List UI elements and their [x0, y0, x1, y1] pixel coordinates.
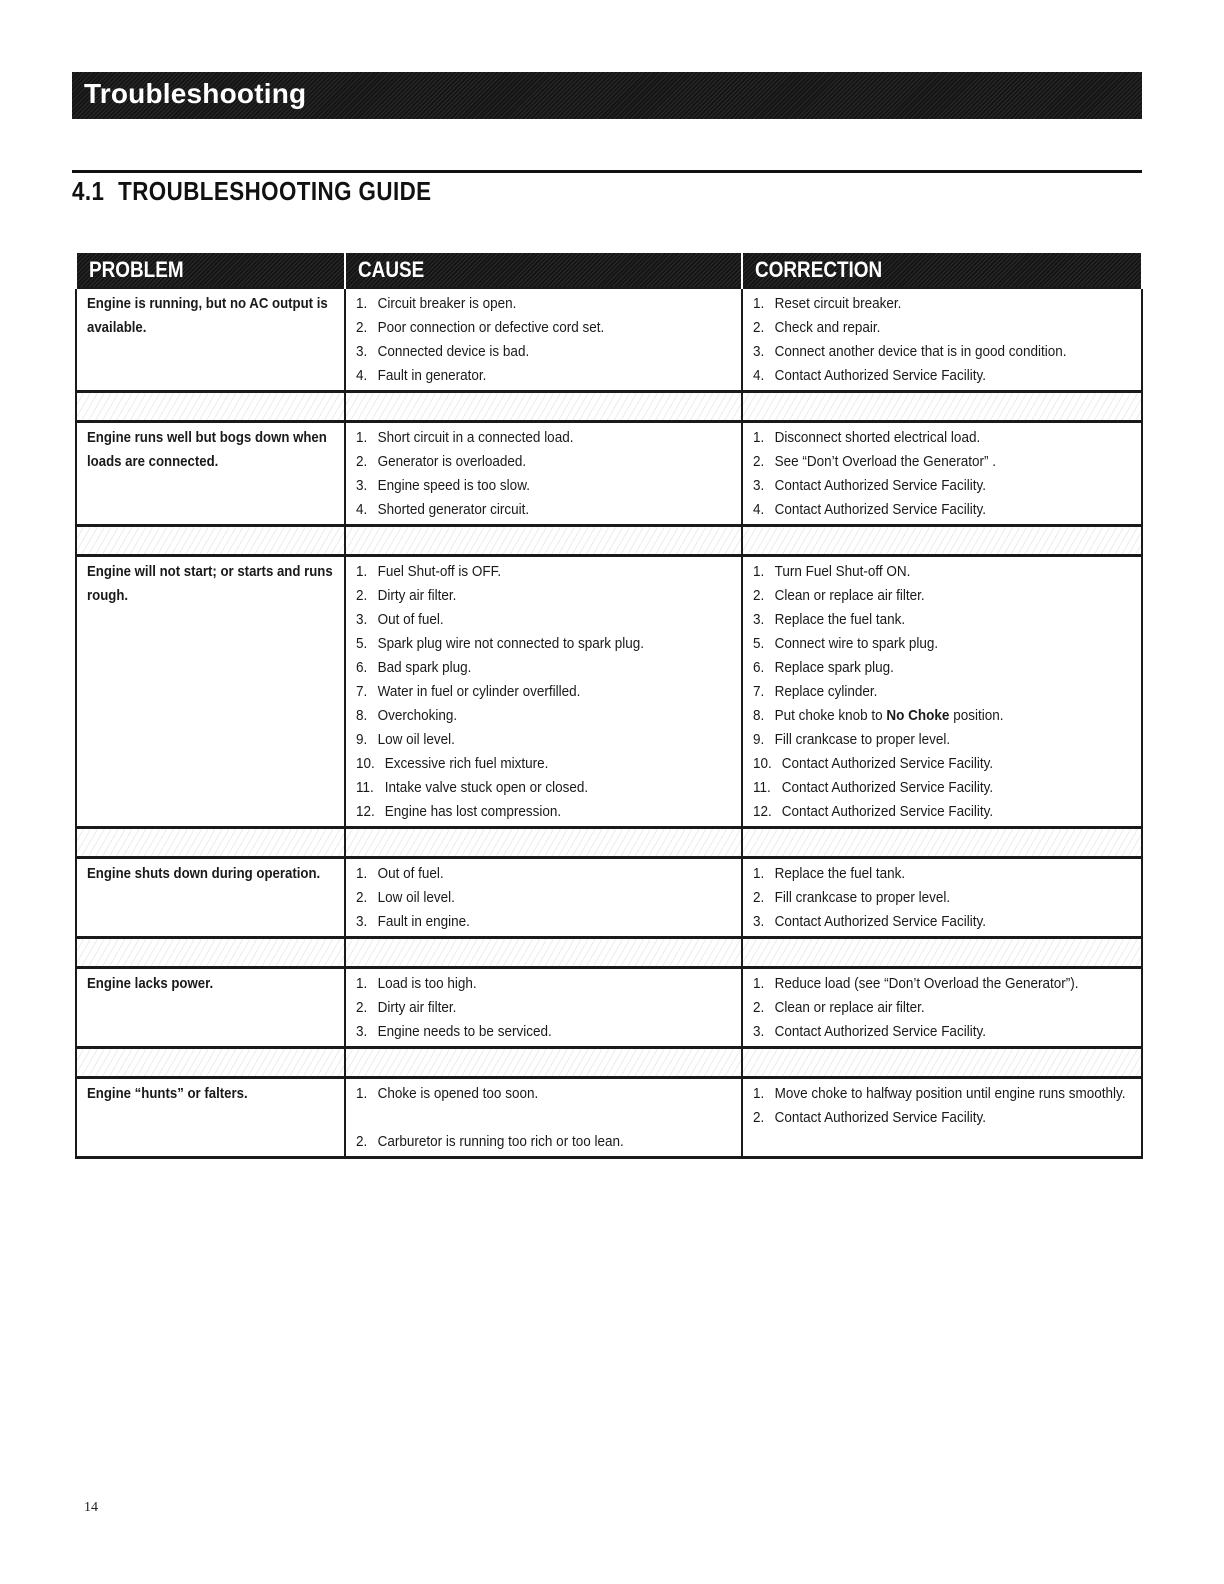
cause-text: Short circuit in a connected load. [377, 429, 574, 446]
cause-item [356, 1130, 733, 1154]
cause-list [356, 426, 733, 522]
correction-item [753, 426, 1133, 450]
cause-item [356, 292, 733, 316]
cause-number: 8. [356, 707, 368, 724]
correction-text: Contact Authorized Service Facility. [781, 755, 994, 772]
correction-item [753, 862, 1133, 886]
cause-text: Out of fuel. [377, 611, 444, 628]
cause-number: 3. [356, 477, 368, 494]
correction-number: 1. [753, 563, 765, 580]
spacer-cell [345, 526, 742, 556]
cause-item [356, 910, 733, 934]
correction-number: 3. [753, 477, 765, 494]
correction-list [753, 426, 1133, 522]
spacer-cell [76, 828, 345, 858]
page-number: 14 [84, 1500, 98, 1515]
correction-number: 3. [753, 343, 765, 360]
correction-item [753, 584, 1133, 608]
cause-number: 2. [356, 1133, 368, 1150]
table-row [76, 288, 1142, 392]
cause-number: 1. [356, 1085, 368, 1102]
cause-text: Dirty air filter. [377, 999, 457, 1016]
cause-number: 12. [356, 803, 375, 820]
problem-cell [76, 288, 345, 392]
cause-text: Fault in engine. [377, 913, 470, 930]
correction-item [753, 608, 1133, 632]
correction-number: 3. [753, 1023, 765, 1040]
correction-number: 2. [753, 889, 765, 906]
section-number: 4.1 [72, 176, 105, 206]
correction-text: Contact Authorized Service Facility. [774, 1023, 986, 1040]
spacer-cell [76, 526, 345, 556]
table-row [76, 858, 1142, 938]
correction-number: 11. [753, 779, 771, 796]
section-banner [72, 72, 1142, 119]
cause-list [356, 292, 733, 388]
correction-item [753, 1106, 1133, 1130]
correction-text: Disconnect shorted electrical load. [774, 429, 981, 446]
cause-text: Water in fuel or cylinder overfilled. [377, 683, 581, 700]
correction-item [753, 886, 1133, 910]
correction-number: 3. [753, 611, 765, 628]
header-correction: CORRECTION [742, 253, 1142, 288]
correction-text: Clean or replace air filter. [774, 999, 925, 1016]
cause-number: 2. [356, 999, 368, 1016]
cause-text: Generator is overloaded. [377, 453, 527, 470]
cause-item [356, 1082, 733, 1106]
correction-text: Replace spark plug. [774, 659, 894, 676]
cause-cell [345, 968, 742, 1048]
section-title-text: TROUBLESHOOTING GUIDE [118, 176, 432, 206]
spacer-cell [345, 392, 742, 422]
cause-cell [345, 422, 742, 526]
cause-text: Overchoking. [377, 707, 458, 724]
correction-text: Replace cylinder. [774, 683, 878, 700]
cause-text: Load is too high. [377, 975, 477, 992]
correction-number: 4. [753, 367, 765, 384]
cause-item [356, 474, 733, 498]
spacer-cell [76, 1048, 345, 1078]
cause-text: Spark plug wire not connected to spark plug. [377, 635, 645, 652]
problem-text: Engine will not start; or starts and runs rough. [87, 563, 333, 604]
cause-number: 2. [356, 319, 368, 336]
table-header-row [76, 253, 1142, 288]
cause-text: Intake valve stuck open or closed. [384, 779, 589, 796]
cause-number: 7. [356, 683, 368, 700]
correction-list [753, 862, 1133, 934]
correction-text: Connect wire to spark plug. [774, 635, 939, 652]
correction-text: Check and repair. [774, 319, 881, 336]
correction-item [753, 996, 1133, 1020]
cause-item [356, 608, 733, 632]
correction-text-pre: Put choke knob to [774, 707, 887, 724]
correction-number: 3. [753, 913, 765, 930]
correction-number: 12. [753, 803, 772, 820]
correction-item [753, 560, 1133, 584]
cause-text: Fault in generator. [377, 367, 487, 384]
correction-item [753, 364, 1133, 388]
correction-number: 7. [753, 683, 765, 700]
banner-title: Troubleshooting [84, 78, 307, 109]
cause-list [356, 560, 733, 824]
cause-text: Out of fuel. [377, 865, 444, 882]
cause-text: Low oil level. [377, 731, 455, 748]
spacer-cell [345, 1048, 742, 1078]
correction-text: Reset circuit breaker. [774, 295, 902, 312]
cause-number: 1. [356, 295, 368, 312]
spacer-cell [76, 392, 345, 422]
header-problem: PROBLEM [76, 253, 345, 288]
correction-list [753, 292, 1133, 388]
correction-text: Reduce load (see “Don’t Overload the Generator”). [774, 975, 1079, 992]
problem-text: Engine lacks power. [87, 975, 214, 992]
cause-number [356, 1106, 378, 1130]
correction-item [753, 498, 1133, 522]
cause-cell [345, 556, 742, 828]
cause-number: 4. [356, 367, 368, 384]
correction-text: Turn Fuel Shut-off ON. [774, 563, 911, 580]
correction-item [753, 632, 1133, 656]
header-cause: CAUSE [345, 253, 742, 288]
problem-text: Engine is running, but no AC output is available. [87, 295, 328, 336]
spacer-row [76, 938, 1142, 968]
cause-item [356, 426, 733, 450]
cause-text: Low oil level. [377, 889, 455, 906]
cause-item [356, 450, 733, 474]
cause-item [356, 364, 733, 388]
cause-item [356, 886, 733, 910]
cause-number: 1. [356, 975, 368, 992]
correction-item [753, 910, 1133, 934]
correction-item [753, 800, 1133, 824]
correction-number: 1. [753, 975, 765, 992]
cause-list [356, 862, 733, 934]
correction-number: 2. [753, 453, 765, 470]
cause-item [356, 704, 733, 728]
cause-item [356, 1106, 733, 1130]
correction-item [753, 776, 1133, 800]
cause-item [356, 498, 733, 522]
spacer-cell [742, 828, 1142, 858]
cause-item [356, 584, 733, 608]
cause-text: Choke is opened too soon. [377, 1085, 539, 1102]
cause-item [356, 560, 733, 584]
correction-number: 5. [753, 635, 765, 652]
cause-number: 1. [356, 429, 368, 446]
spacer-cell [345, 828, 742, 858]
problem-text: Engine shuts down during operation. [87, 865, 321, 882]
correction-text: Move choke to halfway position until engine runs smoothly. [774, 1085, 1126, 1102]
correction-text: Replace the fuel tank. [774, 611, 906, 628]
correction-text: Contact Authorized Service Facility. [774, 367, 986, 384]
spacer-cell [742, 1048, 1142, 1078]
correction-list [753, 560, 1133, 824]
cause-number: 9. [356, 731, 368, 748]
correction-item [753, 1020, 1133, 1044]
problem-text: Engine “hunts” or falters. [87, 1085, 248, 1102]
spacer-cell [345, 938, 742, 968]
correction-list [753, 972, 1133, 1044]
correction-text: Connect another device that is in good condition. [774, 343, 1067, 360]
correction-text: Contact Authorized Service Facility. [774, 913, 986, 930]
cause-number: 10. [356, 755, 375, 772]
correction-number: 1. [753, 429, 765, 446]
correction-cell [742, 1078, 1142, 1158]
cause-number: 4. [356, 501, 368, 518]
correction-item [753, 474, 1133, 498]
correction-text: Fill crankcase to proper level. [774, 731, 951, 748]
table-body [76, 288, 1142, 1158]
correction-cell [742, 968, 1142, 1048]
problem-cell [76, 422, 345, 526]
cause-number: 5. [356, 635, 368, 652]
correction-text-post: position. [949, 707, 1004, 724]
cause-cell [345, 288, 742, 392]
cause-number: 11. [356, 779, 374, 796]
correction-number: 1. [753, 1085, 765, 1102]
correction-list [753, 1082, 1133, 1130]
correction-number: 2. [753, 1109, 765, 1126]
problem-cell [76, 858, 345, 938]
correction-text: Fill crankcase to proper level. [774, 889, 951, 906]
cause-cell [345, 1078, 742, 1158]
correction-text: Contact Authorized Service Facility. [774, 477, 986, 494]
correction-number: 2. [753, 319, 765, 336]
cause-text: Circuit breaker is open. [377, 295, 517, 312]
correction-item [753, 752, 1133, 776]
cause-list [356, 972, 733, 1044]
cause-item [356, 996, 733, 1020]
correction-text-bold: No Choke [886, 707, 950, 724]
spacer-cell [742, 938, 1142, 968]
problem-cell [76, 968, 345, 1048]
correction-item [753, 340, 1133, 364]
cause-text: Connected device is bad. [377, 343, 530, 360]
cause-text: Engine speed is too slow. [377, 477, 530, 494]
correction-text: Contact Authorized Service Facility. [781, 779, 994, 796]
correction-item [753, 292, 1133, 316]
cause-item [356, 862, 733, 886]
correction-number: 1. [753, 295, 765, 312]
cause-item [356, 656, 733, 680]
cause-text: Fuel Shut-off is OFF. [377, 563, 502, 580]
correction-number: 1. [753, 865, 765, 882]
correction-item [753, 450, 1133, 474]
problem-cell [76, 556, 345, 828]
cause-text: Shorted generator circuit. [377, 501, 530, 518]
correction-text: See “Don’t Overload the Generator” . [774, 453, 996, 470]
spacer-row [76, 392, 1142, 422]
correction-text: Contact Authorized Service Facility. [774, 1109, 986, 1126]
correction-text: Replace the fuel tank. [774, 865, 906, 882]
cause-text [378, 1106, 733, 1130]
correction-text: Clean or replace air filter. [774, 587, 925, 604]
cause-cell [345, 858, 742, 938]
cause-item [356, 632, 733, 656]
spacer-row [76, 1048, 1142, 1078]
cause-number: 3. [356, 1023, 368, 1040]
correction-number: 2. [753, 587, 765, 604]
troubleshooting-table [75, 253, 1143, 1159]
table-row [76, 556, 1142, 828]
correction-cell [742, 556, 1142, 828]
correction-number: 9. [753, 731, 765, 748]
correction-cell [742, 288, 1142, 392]
correction-item [753, 680, 1133, 704]
cause-number: 3. [356, 343, 368, 360]
correction-number: 6. [753, 659, 765, 676]
correction-item [753, 728, 1133, 752]
cause-text: Engine needs to be serviced. [377, 1023, 552, 1040]
table-row [76, 1078, 1142, 1158]
correction-cell [742, 858, 1142, 938]
spacer-row [76, 526, 1142, 556]
correction-text: Contact Authorized Service Facility. [774, 501, 986, 518]
cause-number: 2. [356, 587, 368, 604]
page-title [72, 176, 432, 207]
table-row [76, 422, 1142, 526]
correction-number: 10. [753, 755, 772, 772]
cause-number: 3. [356, 913, 368, 930]
title-rule [72, 170, 1142, 173]
cause-item [356, 680, 733, 704]
problem-cell [76, 1078, 345, 1158]
correction-number: 4. [753, 501, 765, 518]
cause-item [356, 340, 733, 364]
cause-item [356, 316, 733, 340]
cause-item [356, 800, 733, 824]
cause-number: 1. [356, 865, 368, 882]
cause-item [356, 752, 733, 776]
problem-text: Engine runs well but bogs down when loads are connected. [87, 429, 327, 470]
spacer-cell [76, 938, 345, 968]
correction-item [753, 972, 1133, 996]
correction-item [753, 316, 1133, 340]
correction-item [753, 704, 1133, 728]
cause-number: 2. [356, 889, 368, 906]
cause-text: Poor connection or defective cord set. [377, 319, 605, 336]
cause-number: 3. [356, 611, 368, 628]
table-row [76, 968, 1142, 1048]
cause-text: Excessive rich fuel mixture. [384, 755, 549, 772]
cause-number: 1. [356, 563, 368, 580]
spacer-row [76, 828, 1142, 858]
cause-number: 6. [356, 659, 368, 676]
cause-item [356, 1020, 733, 1044]
spacer-cell [742, 526, 1142, 556]
cause-item [356, 972, 733, 996]
cause-number: 2. [356, 453, 368, 470]
spacer-cell [742, 392, 1142, 422]
cause-list [356, 1082, 733, 1154]
cause-item [356, 728, 733, 752]
correction-number: 2. [753, 999, 765, 1016]
correction-item [753, 1082, 1133, 1106]
cause-text: Carburetor is running too rich or too lean. [377, 1133, 624, 1150]
correction-number: 8. [753, 707, 765, 724]
correction-item [753, 656, 1133, 680]
cause-text: Bad spark plug. [377, 659, 472, 676]
correction-text: Contact Authorized Service Facility. [781, 803, 994, 820]
cause-text: Engine has lost compression. [384, 803, 562, 820]
correction-cell [742, 422, 1142, 526]
cause-text: Dirty air filter. [377, 587, 457, 604]
correction-text [775, 704, 1133, 728]
cause-item [356, 776, 733, 800]
